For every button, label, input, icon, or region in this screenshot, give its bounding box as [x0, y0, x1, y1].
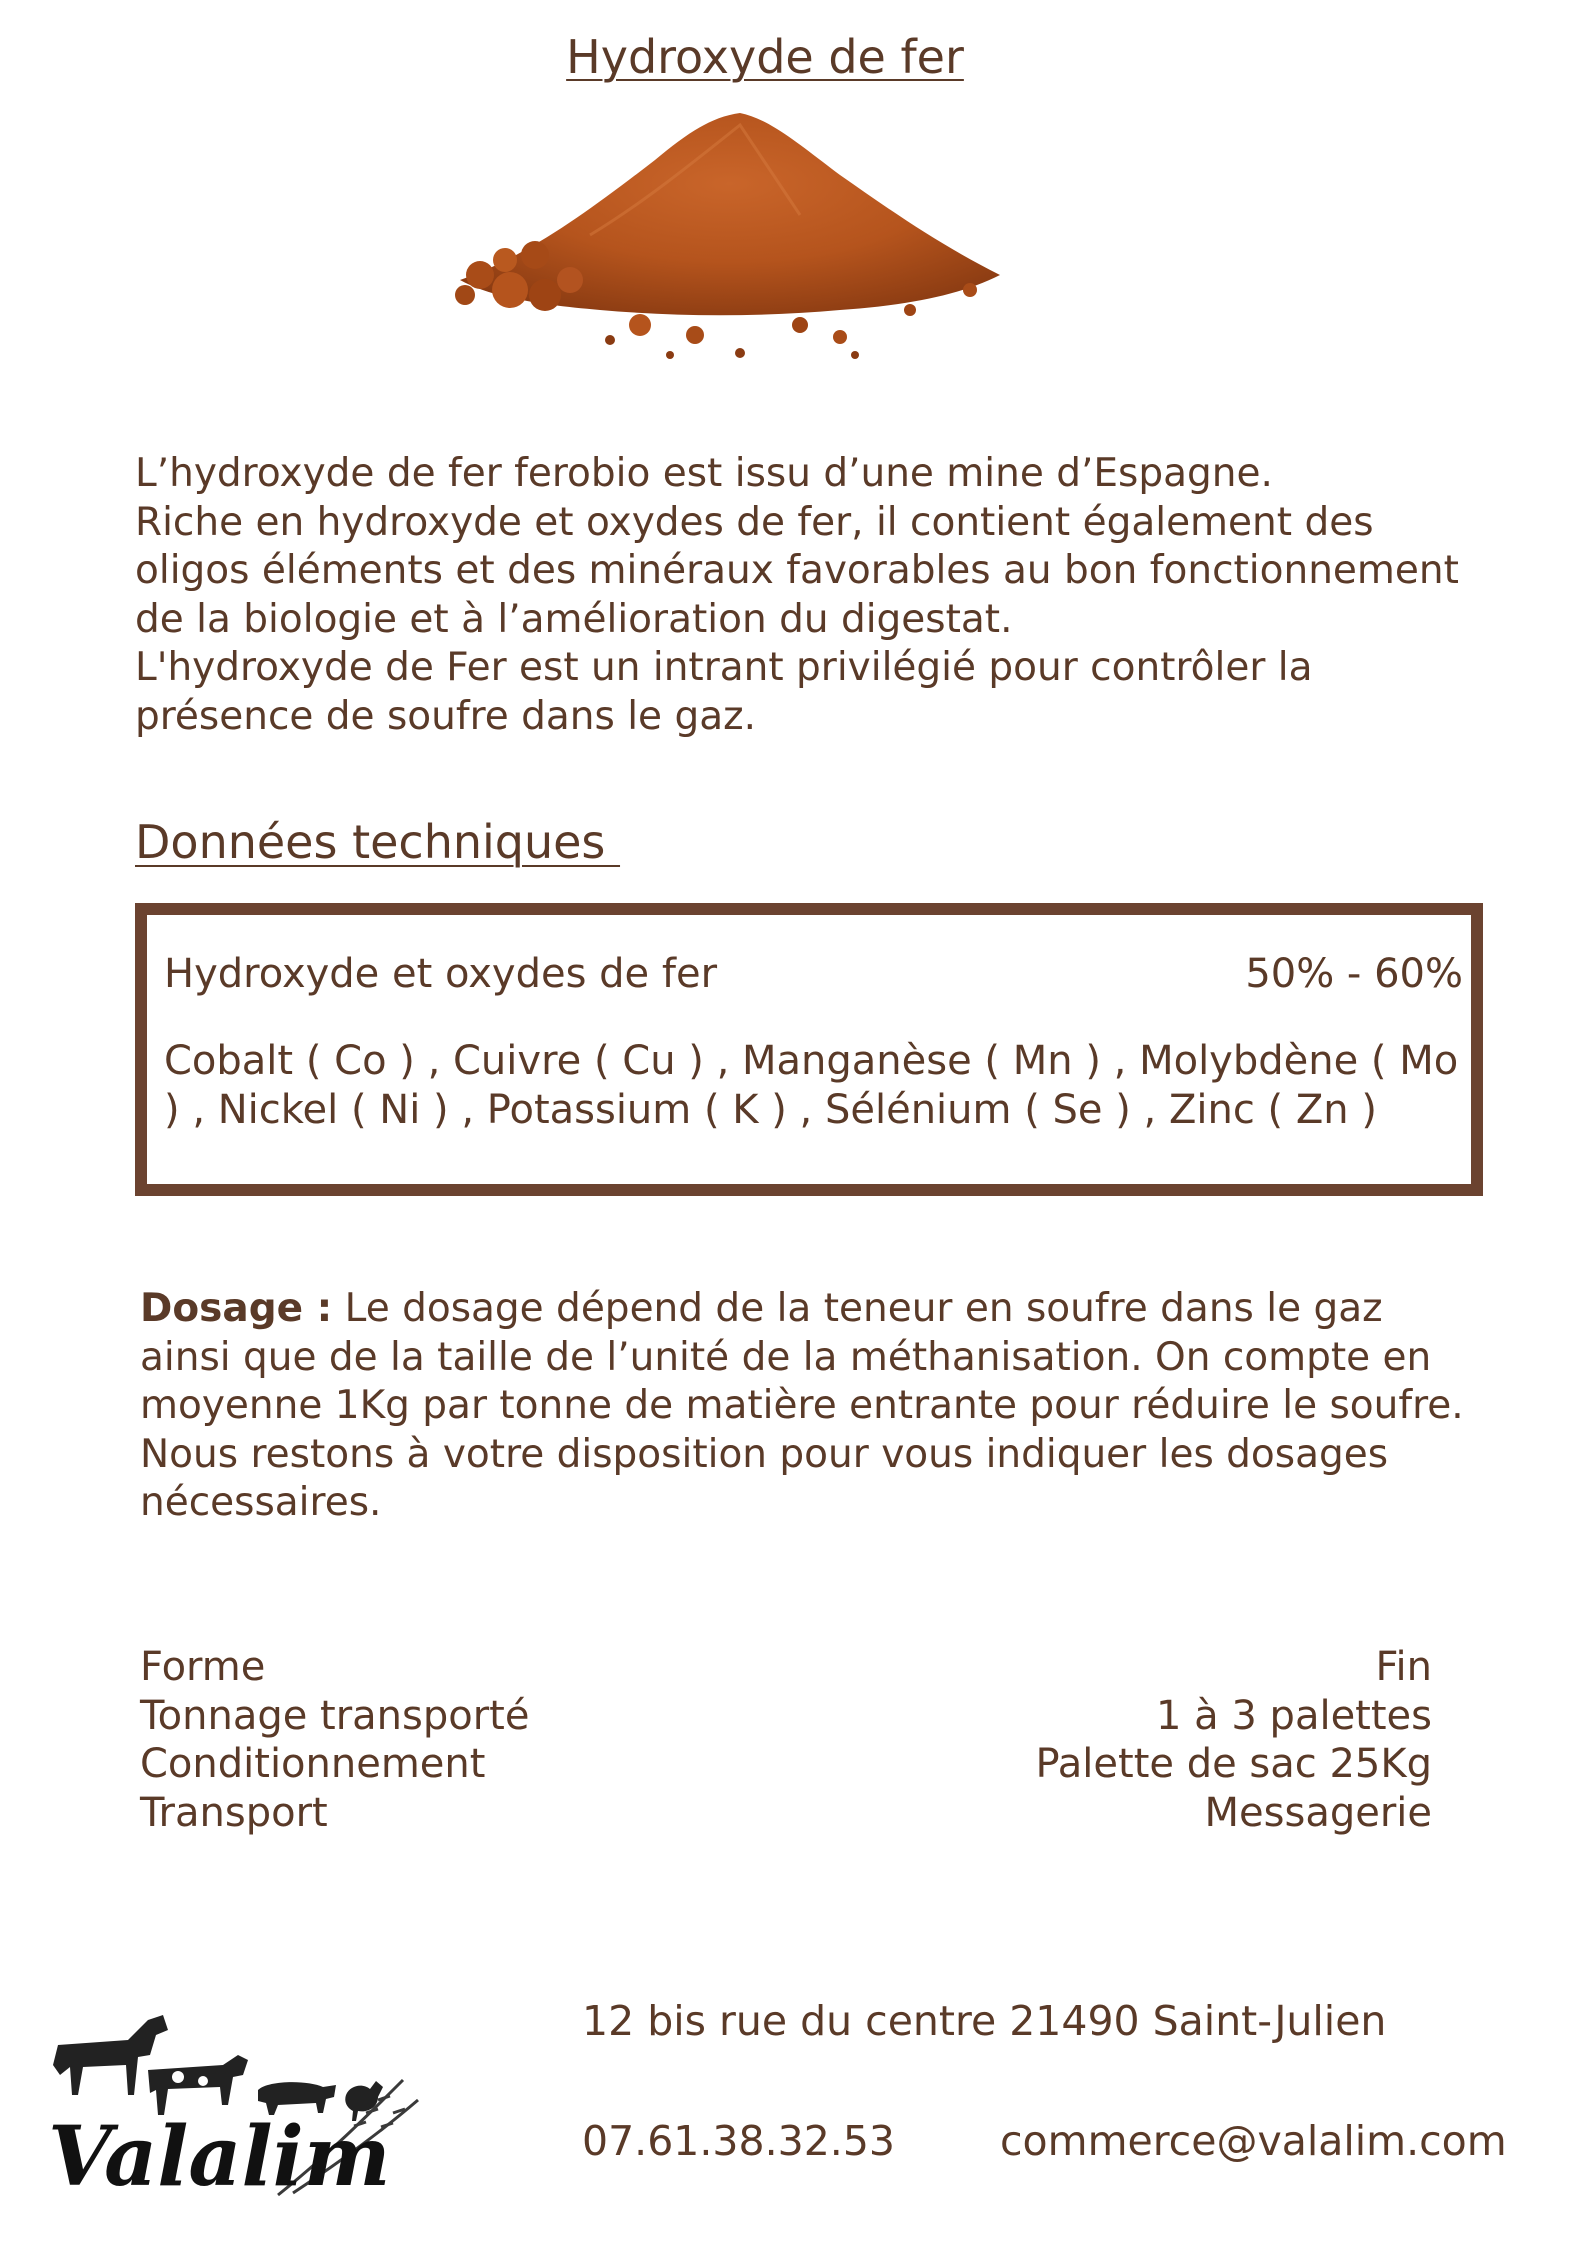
page-title: Hydroxyde de fer — [566, 30, 964, 84]
iron-content-row — [164, 951, 1463, 997]
product-specs — [140, 1643, 1432, 1837]
spec-label: Tonnage transporté — [140, 1692, 530, 1739]
spec-label: Forme — [140, 1644, 266, 1690]
technical-data-heading: Données techniques — [135, 815, 621, 869]
intro-paragraph: L’hydroxyde de fer ferobio est issu d’une mine d’Espagne. — [135, 451, 1273, 496]
technical-data-box — [135, 903, 1483, 1196]
iron-content-label: Hydroxyde et oxydes de fer — [164, 951, 718, 997]
dosage-note: Nous restons à votre disposition pour vous indiquer les dosages nécessaires. — [140, 1431, 1389, 1525]
spec-value: Messagerie — [1204, 1789, 1432, 1836]
spec-row — [140, 1692, 1432, 1741]
spec-value: 1 à 3 palettes — [1156, 1692, 1432, 1739]
footer-email[interactable]: commerce@valalim.com — [1000, 2117, 1507, 2165]
spec-label: Transport — [140, 1789, 328, 1836]
iron-powder-image — [440, 105, 1010, 375]
valalim-logo — [38, 1995, 438, 2215]
spec-value: Fin — [1375, 1644, 1432, 1690]
spec-label: Conditionnement — [140, 1741, 486, 1787]
dosage-paragraph — [140, 1285, 1470, 1431]
spec-row — [140, 1740, 1432, 1789]
spec-row — [140, 1643, 1432, 1692]
spec-value: Palette de sac 25Kg — [1035, 1741, 1432, 1787]
intro-paragraph: Riche en hydroxyde et oxydes de fer, il contient également des oligos éléments et des minéraux favorables au bon fonctionnement de la biologie et à l’amélioration du digestat. — [135, 499, 1459, 642]
iron-content-value: 50% - 60% — [1245, 951, 1463, 997]
dosage-section — [140, 1285, 1470, 1528]
trace-elements-list: Cobalt ( Co ) , Cuivre ( Cu ) , Manganèse ( Mn ) , Molybdène ( Mo ) , Nickel ( Ni ) , Potassium ( K ) , Sélénium ( Se ) , Zinc ( Zn ) — [164, 1038, 1459, 1133]
intro-text — [135, 450, 1465, 741]
footer-address: 12 bis rue du centre 21490 Saint-Julien — [582, 1997, 1387, 2045]
cow-icon — [148, 2055, 248, 2115]
dosage-text: Le dosage dépend de la teneur en soufre dans le gaz ainsi que de la taille de l’unité de la méthanisation. On compte en moyenne 1Kg par tonne de matière entrante pour réduire le soufre. — [140, 1286, 1464, 1428]
dosage-label: Dosage : — [140, 1286, 333, 1331]
footer-phone[interactable]: 07.61.38.32.53 — [582, 2117, 895, 2165]
intro-paragraph: L'hydroxyde de Fer est un intrant privilégié pour contrôler la présence de soufre dans le gaz. — [135, 645, 1313, 739]
logo-text: Valalim — [48, 2109, 391, 2205]
spec-row — [140, 1789, 1432, 1838]
